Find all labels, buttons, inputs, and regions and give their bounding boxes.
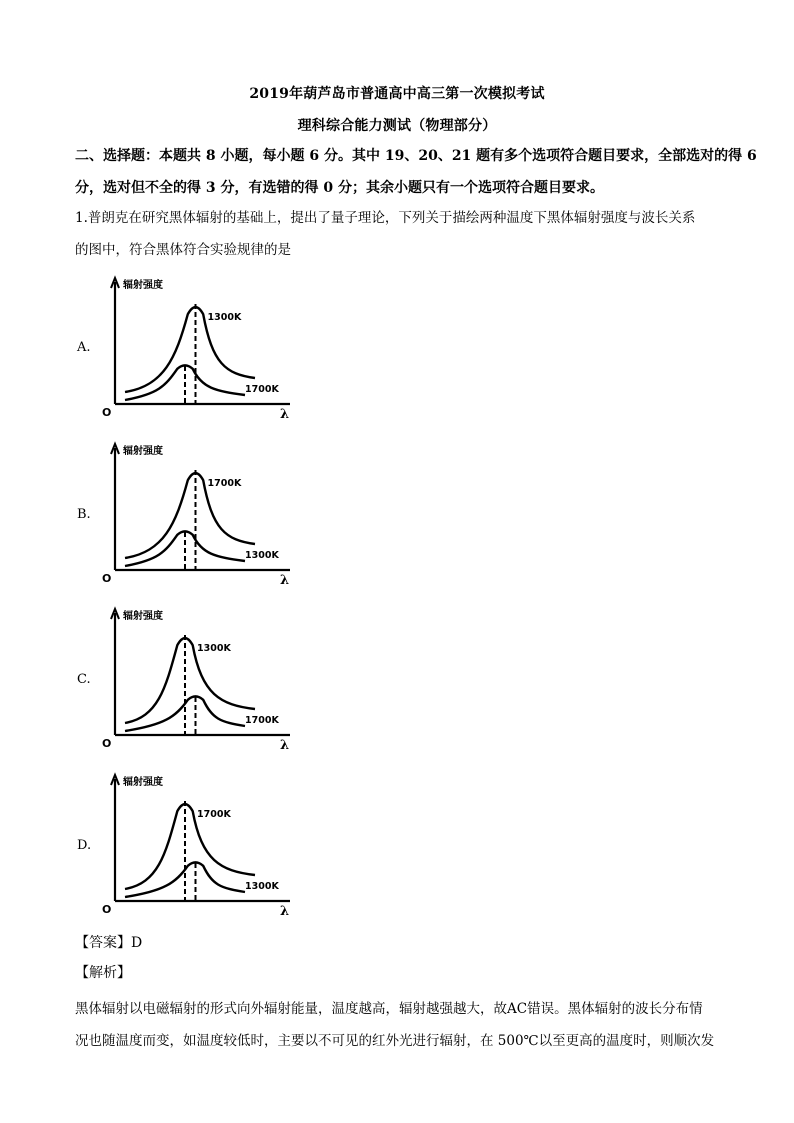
- option-c-chart: [100, 603, 300, 753]
- question-line-1: 1.普朗克在研究黑体辐射的基础上，提出了量子理论，下列关于描绘两种温度下黑体辐射强度与波长关系: [75, 210, 696, 226]
- blackbody-chart-svg: [100, 769, 300, 919]
- tall-curve: [125, 638, 255, 723]
- x-axis-label: λ: [280, 573, 290, 588]
- y-axis-label: 辐射强度: [123, 611, 163, 622]
- answer-line: [75, 932, 142, 952]
- option-d-chart: [100, 769, 300, 919]
- option-b-chart: [100, 438, 300, 588]
- analysis-label: 【解析】: [75, 965, 131, 981]
- instructions-line-1: 二、选择题：本题共 8 小题，每小题 6 分。其中 19、20、21 题有多个选项符合题目要求，全部选对的得 6: [75, 148, 757, 164]
- x-axis-label: λ: [280, 904, 290, 919]
- question-line-2: 的图中，符合黑体符合实验规律的是: [75, 242, 291, 258]
- tall-curve-label: 1700K: [207, 478, 242, 489]
- y-axis-label: 辐射强度: [123, 446, 163, 457]
- origin-label: O: [102, 737, 112, 750]
- short-curve-label: 1300K: [245, 550, 279, 561]
- tall-curve: [125, 804, 255, 889]
- analysis-text: [75, 993, 730, 1057]
- x-axis-label: λ: [280, 407, 290, 422]
- analysis-line-1: 黑体辐射以电磁辐射的形式向外辐射能量，温度越高，辐射越强越大，故AC错误。黑体辐射的波长分布情: [75, 1001, 703, 1017]
- exam-title: 2019年葫芦岛市普通高中高三第一次模拟考试: [249, 86, 545, 102]
- tall-curve-label: 1300K: [197, 643, 231, 654]
- instructions-line-2: 分，选对但不全的得 3 分，有选错的得 0 分；其余小题只有一个选项符合题目要求。: [75, 180, 604, 196]
- option-b-label: B.: [77, 507, 91, 522]
- y-axis-label: 辐射强度: [123, 280, 163, 291]
- option-c-label: C.: [77, 672, 91, 687]
- option-a-chart: [100, 272, 300, 422]
- analysis-line-2: 况也随温度而变，如温度较低时，主要以不可见的红外光进行辐射，在 500℃以至更高的温度时，则顺次发: [75, 1033, 715, 1049]
- option-a-label: A.: [77, 340, 91, 355]
- blackbody-chart-svg: [100, 438, 300, 588]
- x-axis-label: λ: [280, 738, 290, 753]
- short-curve-label: 1700K: [245, 384, 279, 395]
- origin-label: O: [102, 572, 112, 585]
- short-curve-label: 1700K: [245, 715, 279, 726]
- blackbody-chart-svg: [100, 272, 300, 422]
- y-axis-label: 辐射强度: [123, 777, 163, 788]
- option-d-label: D.: [77, 838, 92, 853]
- section-instructions: [75, 140, 757, 204]
- origin-label: O: [102, 406, 112, 419]
- tall-curve-label: 1300K: [207, 312, 242, 323]
- question-1-stem: [75, 202, 725, 266]
- tall-curve-label: 1700K: [197, 809, 231, 820]
- answer-value: D: [131, 935, 143, 951]
- short-curve-label: 1300K: [245, 881, 279, 892]
- origin-label: O: [102, 903, 112, 916]
- exam-subtitle: 理科综合能力测试（物理部分）: [297, 118, 497, 134]
- blackbody-chart-svg: [100, 603, 300, 753]
- answer-label: 【答案】: [75, 935, 131, 951]
